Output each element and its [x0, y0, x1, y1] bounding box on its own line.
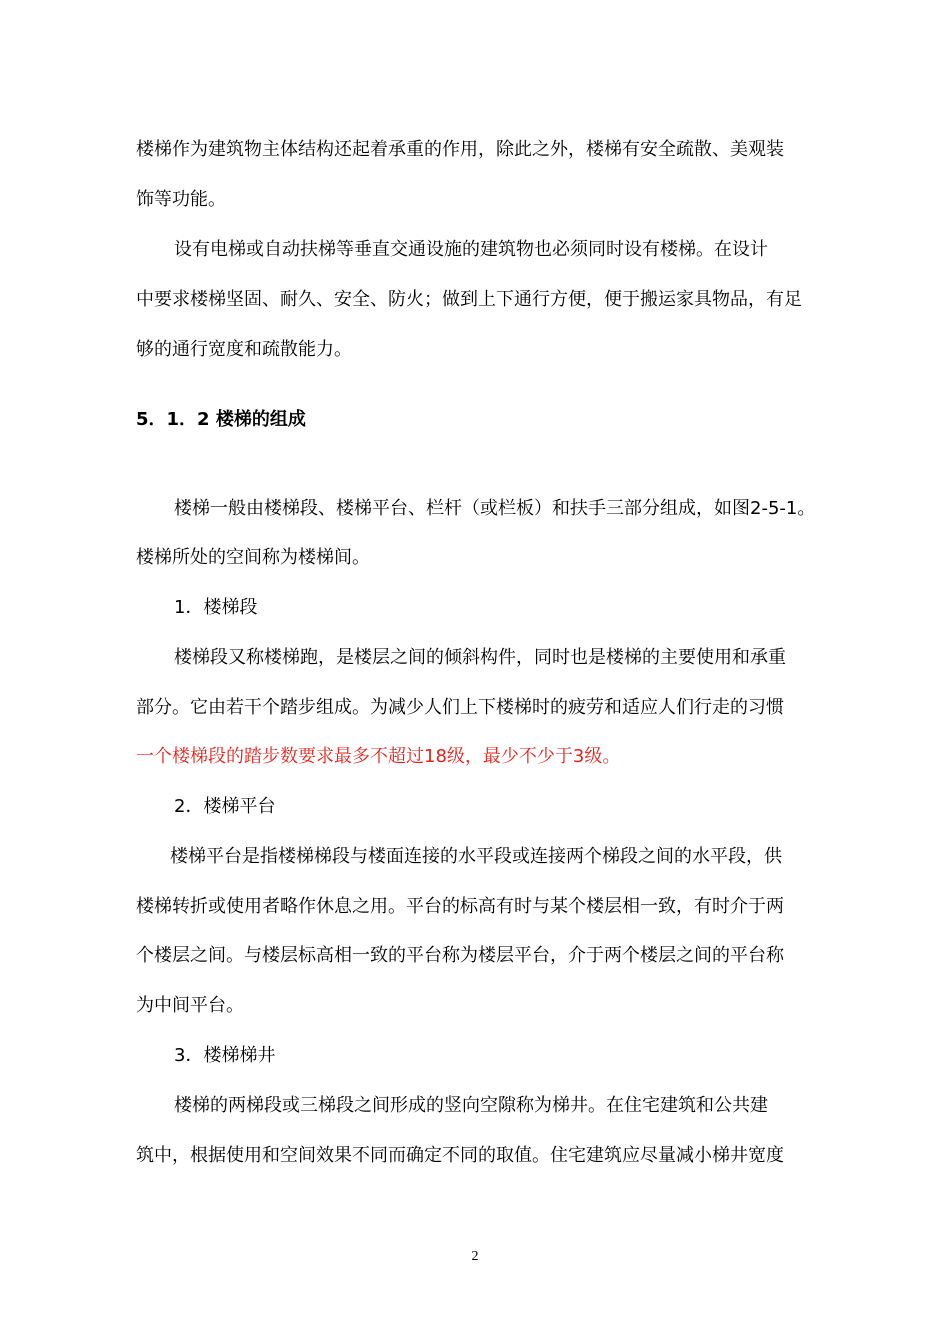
- body-text-line: 楼梯作为建筑物主体结构还起着承重的作用，除此之外，楼梯有安全疏散、美观装: [136, 139, 784, 160]
- highlighted-text-line: 一个楼梯段的踏步数要求最多不超过18级，最少不少于3级。: [136, 746, 621, 767]
- body-text-line: 楼梯段又称楼梯跑，是楼层之间的倾斜构件，同时也是楼梯的主要使用和承重: [174, 647, 786, 668]
- page-number: 2: [471, 1249, 479, 1264]
- body-text-line: 楼梯的两梯段或三梯段之间形成的竖向空隙称为梯井。在住宅建筑和公共建: [174, 1095, 768, 1116]
- body-text-line: 饰等功能。: [136, 189, 226, 210]
- body-text-line: 中要求楼梯坚固、耐久、安全、防火；做到上下通行方便，便于搬运家具物品，有足: [136, 289, 802, 310]
- body-text-line: 楼梯所处的空间称为楼梯间。: [136, 547, 370, 568]
- body-text-line: 楼梯平台是指楼梯梯段与楼面连接的水平段或连接两个梯段之间的水平段，供: [170, 846, 782, 867]
- subsection-title: 2．楼梯平台: [174, 796, 276, 817]
- body-text-line: 筑中，根据使用和空间效果不同而确定不同的取值。住宅建筑应尽量减小梯井宽度: [136, 1145, 784, 1166]
- body-text-line: 设有电梯或自动扶梯等垂直交通设施的建筑物也必须同时设有楼梯。在设计: [174, 239, 768, 260]
- subsection-title: 1．楼梯段: [174, 597, 258, 618]
- body-text-line: 楼梯一般由楼梯段、楼梯平台、栏杆（或栏板）和扶手三部分组成，如图2-5-1。: [174, 498, 816, 519]
- body-text-line: 够的通行宽度和疏散能力。: [136, 339, 352, 360]
- body-text-line: 为中间平台。: [136, 995, 244, 1016]
- body-text-line: 个楼层之间。与楼层标高相一致的平台称为楼层平台，介于两个楼层之间的平台称: [136, 945, 784, 966]
- section-heading: 5．1．2 楼梯的组成: [136, 409, 306, 430]
- body-text-line: 部分。它由若干个踏步组成。为减少人们上下楼梯时的疲劳和适应人们行走的习惯: [136, 697, 784, 718]
- body-text-line: 楼梯转折或使用者略作休息之用。平台的标高有时与某个楼层相一致，有时介于两: [136, 896, 784, 917]
- subsection-title: 3．楼梯梯井: [174, 1045, 276, 1066]
